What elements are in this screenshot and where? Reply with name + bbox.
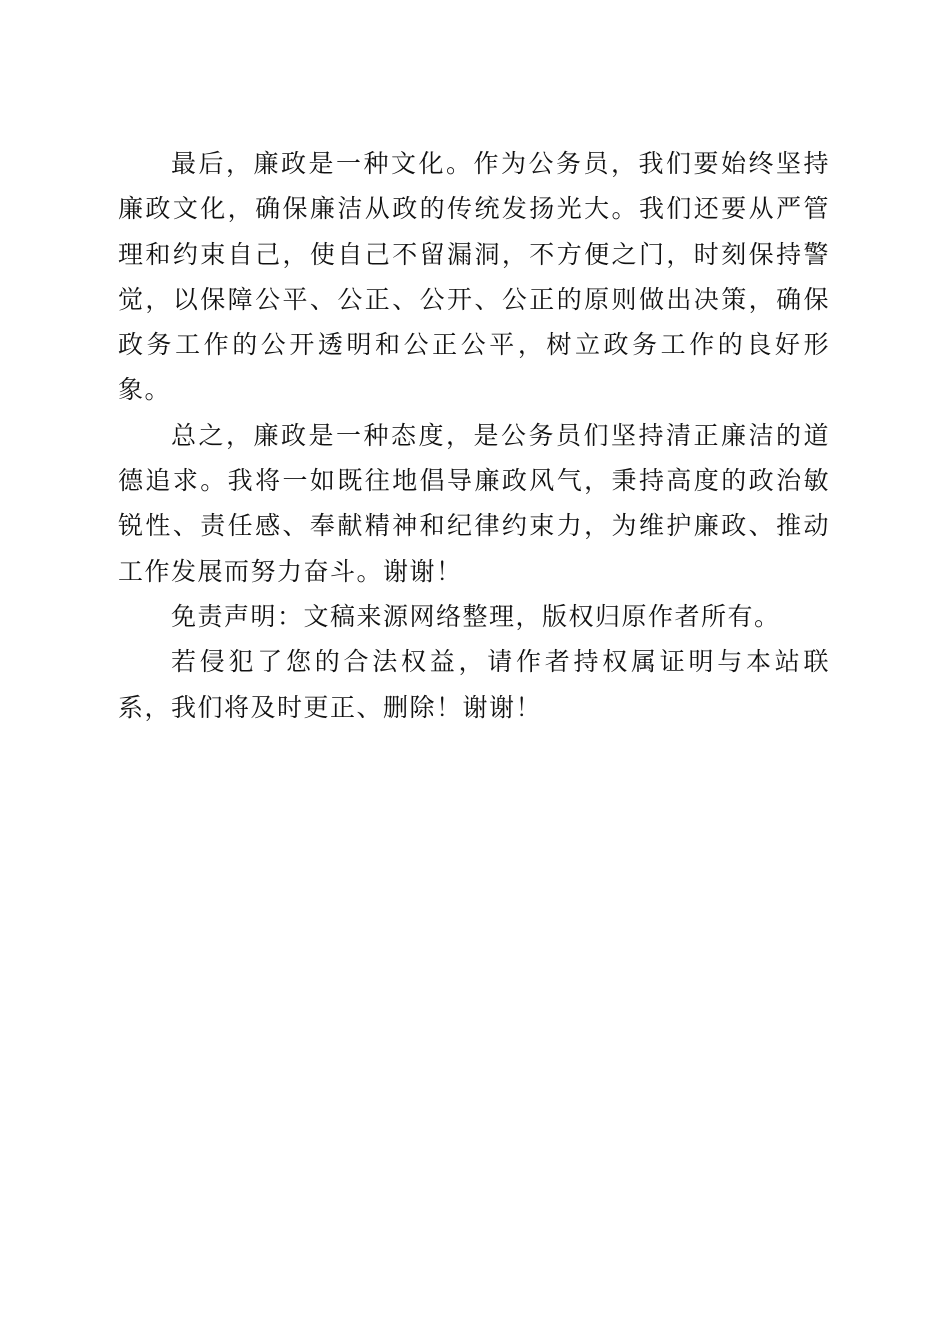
paragraph-conclusion-culture: 最后，廉政是一种文化。作为公务员，我们要始终坚持廉政文化，确保廉洁从政的传统发扬光大。我们还要从严管理和约束自己，使自己不留漏洞，不方便之门，时刻保持警觉，以保障公平、公正、公开、公正的原则做出决策，确保政务工作的公开透明和公正公平，树立政务工作的良好形象。 (118, 149, 830, 405)
paragraph-disclaimer: 免责声明：文稿来源网络整理，版权归原作者所有。 (171, 601, 781, 631)
paragraph-conclusion-attitude: 总之，廉政是一种态度，是公务员们坚持清正廉洁的道德追求。我将一如既往地倡导廉政风气，秉持高度的政治敏锐性、责任感、奉献精神和纪律约束力，为维护廉政、推动工作发展而努力奋斗。谢谢！ (118, 420, 830, 586)
paragraph-contact-notice: 若侵犯了您的合法权益，请作者持权属证明与本站联系，我们将及时更正、删除！谢谢！ (118, 647, 830, 722)
document-body (118, 141, 830, 730)
